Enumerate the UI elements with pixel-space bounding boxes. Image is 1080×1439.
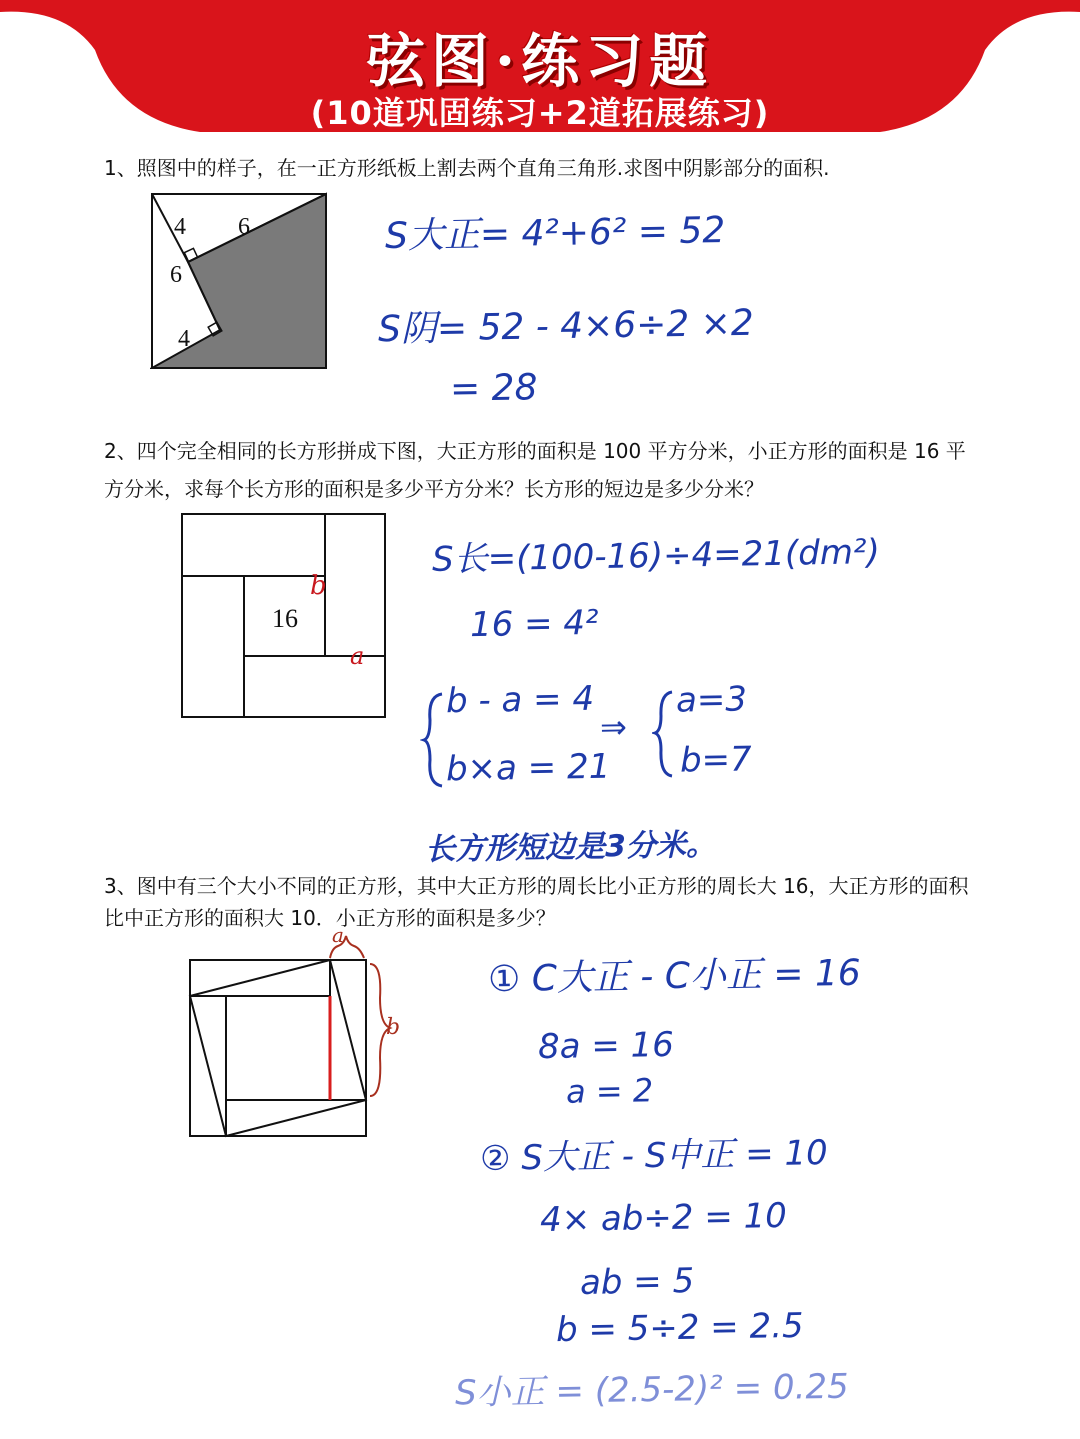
q3-figure: [186, 928, 416, 1140]
q1-solution-line-3: = 28: [449, 367, 538, 410]
q3-solution-line-2: 8a = 16: [537, 1024, 675, 1068]
q3-solution-line-8: S小正 = (2.5-2)² = 0.25: [454, 1366, 850, 1414]
q2-solution-line-1: S长=(100-16)÷4=21(dm²): [431, 532, 881, 580]
q1-figure: [150, 192, 330, 372]
q1-label-top-left: 4: [174, 214, 186, 240]
q2-center-label: 16: [272, 604, 298, 633]
q1-label-bottom-left: 4: [178, 326, 190, 352]
q3-solution-line-3: a = 2: [565, 1071, 654, 1111]
q2-system-eq-1: b - a = 4: [445, 678, 595, 722]
q1-label-mid-left: 6: [170, 262, 182, 288]
q2-system-eq-2: b×a = 21: [445, 746, 611, 790]
q1-solution-line-2: S阴= 52 - 4×6÷2 ×2: [377, 302, 755, 351]
q3-solution-line-1: ① C大正 - C小正 = 16: [487, 952, 862, 1001]
q3-solution-line-6: ab = 5: [579, 1261, 695, 1303]
q2-implies-arrow: ⇒: [599, 707, 628, 747]
question-2-text: 2、四个完全相同的长方形拼成下图，大正方形的面积是 100 平方分米，小正方形的面积是 16 平方分米，求每个长方形的面积是多少平方分米？长方形的短边是多少分米？: [104, 439, 966, 501]
question-1-text: 1、照图中的样子，在一正方形纸板上割去两个直角三角形.求图中阴影部分的面积.: [104, 156, 830, 180]
q1-solution-line-1: S大正= 4²+6² = 52: [384, 210, 726, 257]
q3-mark-a: a: [332, 928, 344, 947]
q2-mark-b: b: [310, 571, 327, 601]
q1-label-top-right: 6: [238, 214, 250, 240]
q2-brace-right: [652, 688, 678, 778]
q3-solution-line-5: 4× ab÷2 = 10: [539, 1195, 788, 1241]
q2-figure: [180, 512, 390, 722]
q2-mark-a: a: [350, 642, 365, 670]
q2-solution-line-2: 16 = 4²: [469, 602, 599, 646]
q2-result-b: b=7: [679, 739, 753, 781]
q3-solution-line-4: ② S大正 - S中正 = 10: [479, 1132, 829, 1180]
q2-result-a: a=3: [675, 679, 748, 721]
page-subtitle: (10道巩固练习+2道拓展练习): [310, 94, 770, 132]
q3-solution-line-7: b = 5÷2 = 2.5: [555, 1305, 804, 1351]
q3-mark-b: b: [386, 1015, 401, 1040]
question-3-text: 3、图中有三个大小不同的正方形，其中大正方形的周长比小正方形的周长大 16，大正方形的面积比中正方形的面积大 10．小正方形的面积是多少？: [104, 874, 969, 930]
page-title: 弦图·练习题: [366, 27, 714, 95]
q2-conclusion: 长方形短边是3分米。: [424, 827, 717, 868]
header-banner: [0, 0, 1080, 132]
